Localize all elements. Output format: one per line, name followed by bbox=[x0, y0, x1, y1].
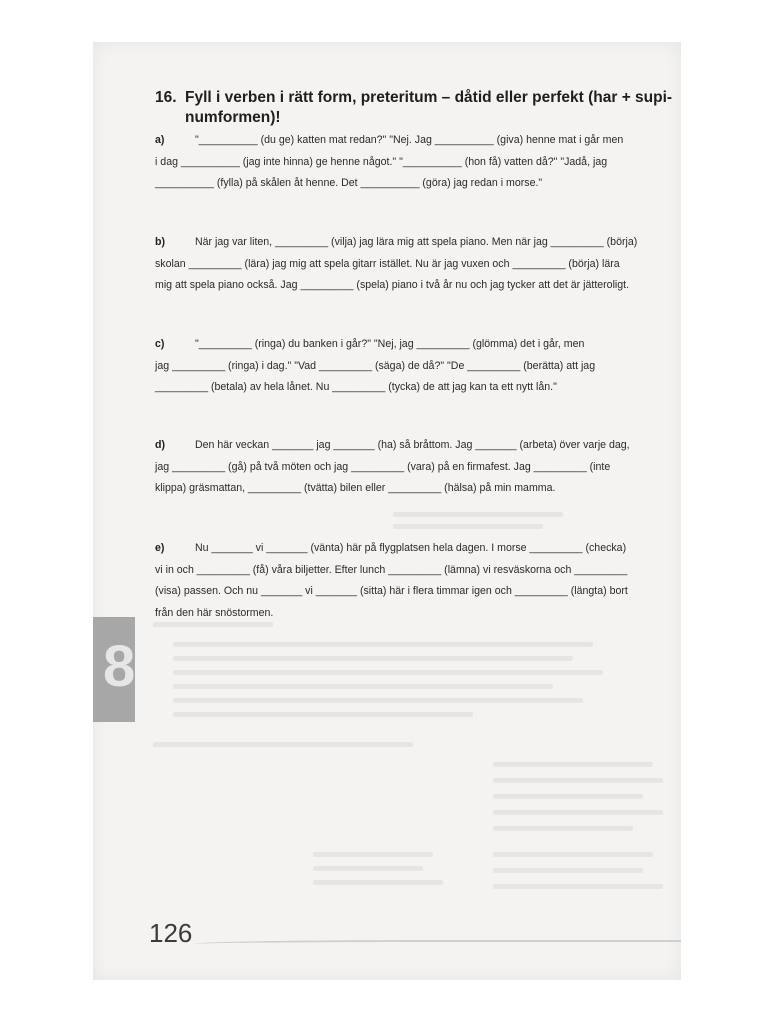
section-label: e) bbox=[155, 542, 165, 554]
section-b bbox=[155, 232, 669, 297]
section-label: a) bbox=[155, 134, 165, 146]
section-text-line: från den här snöstormen. bbox=[155, 606, 274, 619]
section-text-line: När jag var liten, _________ (vilja) jag lära mig att spela piano. Men när jag _________ (börja) bbox=[195, 236, 638, 248]
section-text-line: __________ (fylla) på skålen åt henne. Det __________ (göra) jag redan i morse." bbox=[155, 177, 543, 189]
footer-rule bbox=[193, 940, 681, 948]
section-label: d) bbox=[155, 439, 165, 451]
book-page bbox=[93, 42, 681, 980]
section-text-line: mig att spela piano också. Jag _________ (spela) piano i två år nu och jag tycker att det är jätteroligt. bbox=[155, 279, 630, 291]
section-e bbox=[155, 538, 669, 624]
section-text-line: skolan _________ (lära) jag mig att spela gitarr istället. Nu är jag vuxen och _________ (börja) lära bbox=[155, 257, 620, 270]
exercise-title-line-1: Fyll i verben i rätt form, preteritum – dåtid eller perfekt (har + supi- bbox=[185, 89, 673, 106]
section-label: b) bbox=[155, 236, 165, 248]
section-text-line: "__________ (du ge) katten mat redan?" "Nej. Jag __________ (giva) henne mat i går men bbox=[195, 134, 624, 146]
section-text-line: jag _________ (ringa) i dag." "Vad _________ (säga) de då?" "De _________ (berätta) att jag bbox=[155, 359, 596, 372]
section-a bbox=[155, 130, 669, 195]
page-number: 126 bbox=[149, 918, 193, 948]
exercise-title-line-2: numformen)! bbox=[185, 109, 281, 126]
section-text-line: klippa) gräsmattan, _________ (tvätta) bilen eller _________ (hälsa) på min mamma. bbox=[155, 482, 556, 494]
section-text-line: Den här veckan _______ jag _______ (ha) så bråttom. Jag _______ (arbeta) över varje dag, bbox=[195, 439, 630, 451]
section-text-line: _________ (betala) av hela lånet. Nu _________ (tycka) de att jag kan ta ett nytt lån." bbox=[155, 381, 557, 393]
section-text-line: i dag __________ (jag inte hinna) ge henne något." "__________ (hon få) vatten då?" "Jadå, jag bbox=[155, 155, 608, 168]
section-text-line: (visa) passen. Och nu _______ vi _______ (sitta) här i flera timmar igen och _________ (längta) bort bbox=[155, 585, 628, 597]
chapter-tab bbox=[93, 617, 135, 722]
section-d bbox=[155, 435, 669, 500]
section-text-line: vi in och _________ (få) våra biljetter. Efter lunch _________ (lämna) vi resväskorna och _________ bbox=[155, 563, 628, 576]
section-text-line: Nu _______ vi _______ (vänta) här på flygplatsen hela dagen. I morse _________ (checka) bbox=[195, 542, 627, 554]
section-label: c) bbox=[155, 338, 165, 350]
exercise-heading bbox=[155, 88, 675, 128]
section-text-line: "_________ (ringa) du banken i går?" "Nej, jag _________ (glömma) det i går, men bbox=[195, 338, 585, 350]
chapter-number: 8 bbox=[103, 634, 136, 699]
section-text-line: jag _________ (gå) på två möten och jag _________ (vara) på en firmafest. Jag _________ (inte bbox=[155, 460, 611, 473]
exercise-number: 16. bbox=[155, 89, 177, 106]
section-c bbox=[155, 334, 669, 399]
